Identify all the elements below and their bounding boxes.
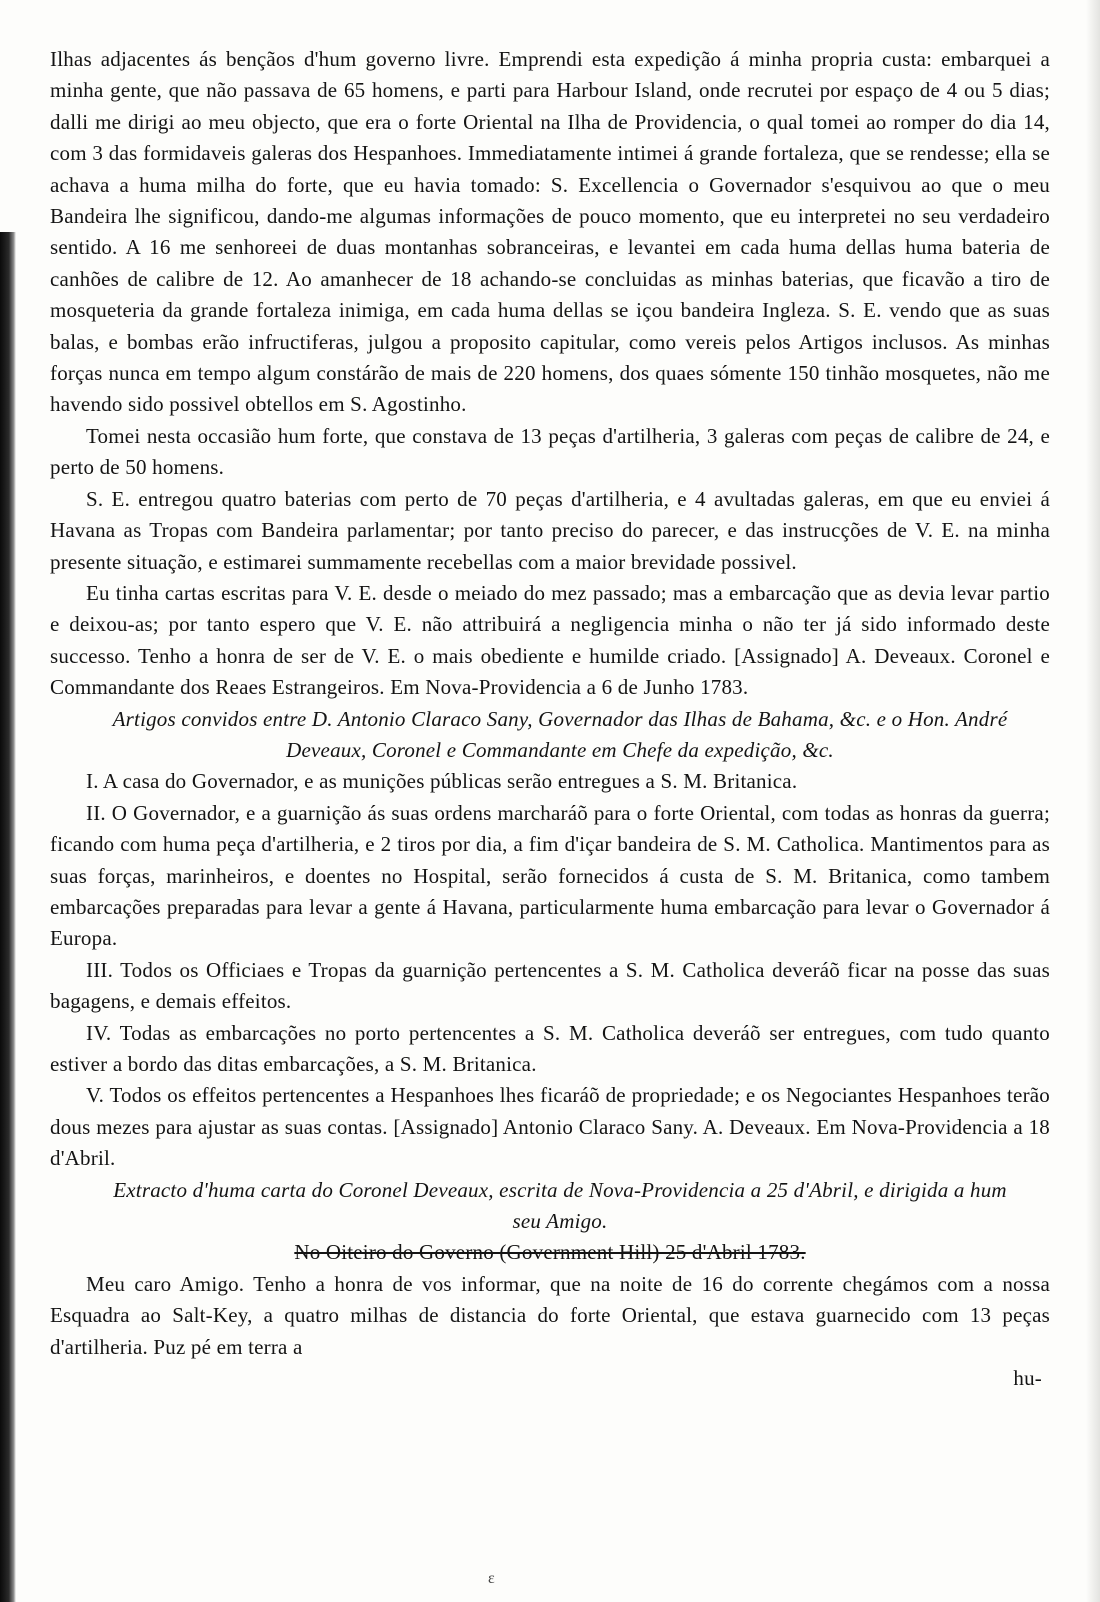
letter-paragraph-2: Tomei nesta occasião hum forte, que constava de 13 peças d'artilheria, 3 galeras com peças de calibre de 24, e perto de 50 homens.	[50, 423, 1050, 480]
scan-edge-shadow	[1086, 0, 1100, 1602]
footer-mark: ε	[488, 1570, 495, 1587]
article-3: III. Todos os Officiaes e Tropas da guarnição pertencentes a S. M. Catholica deveráõ ficar na posse das suas bagagens, e demais effeitos.	[50, 957, 1050, 1014]
articles-heading: Artigos convidos entre D. Antonio Claraco Sany, Governador das Ilhas de Bahama, &c. e o Hon. André Deveaux, Coronel e Commandante em Chefe da expedição, &c.	[112, 706, 1008, 762]
scan-binding-shadow	[0, 232, 16, 1602]
letter-opening: Meu caro Amigo. Tenho a honra de vos informar, que na noite de 16 do corrente chegámos com a nossa Esquadra ao Salt-Key, a quatro milhas de distancia do forte Oriental, que estava guarnecido com 13 peças d'artilheria. Puz pé em terra a	[50, 1271, 1050, 1359]
catchword: hu-	[1013, 1366, 1042, 1391]
document-body	[50, 44, 1050, 1394]
letter-paragraph-3: S. E. entregou quatro baterias com perto de 70 peças d'artilheria, e 4 avultadas galeras, em que eu enviei á Havana as Tropas com Bandeira parlamentar; por tanto preciso do parecer, e das instrucções de V. E. na minha presente situação, e estimarei summamente recebellas com a maior brevidade possivel.	[50, 486, 1050, 574]
article-5: V. Todos os effeitos pertencentes a Hespanhoes lhes ficaráõ de propriedade; e os Negociantes Hespanhoes terão dous mezes para ajustar as suas contas. [Assignado] Antonio Claraco Sany. A. Deveaux. Em Nova-Providencia a 18 d'Abril.	[50, 1083, 1050, 1171]
letter-paragraph-1: Ilhas adjacentes ás bençãos d'hum governo livre. Emprendi esta expedição á minha propria custa: embarquei a minha gente, que não passava de 65 homens, e parti para Harbour Island, onde recrutei por espaço de 4 ou 5 dias; dalli me dirigi ao meu objecto, que era o forte Oriental na Ilha de Providencia, o qual tomei ao romper do dia 14, com 3 das formidaveis galeras dos Hespanhoes. Immediatamente intimei á grande fortaleza, que se rendesse; ella se achava a huma milha do forte, que eu havia tomado: S. Excellencia o Governador s'esquivou ao que o meu Bandeira lhe significou, dando-me algumas informações de pouco momento, que eu interpretei no seu verdadeiro sentido. A 16 me senhoreei de duas montanhas sobranceiras, e levantei em cada huma dellas huma bateria de canhões de calibre de 12. Ao amanhecer de 18 achando-se concluidas as minhas baterias, que ficavão a tiro de mosqueteria da grande fortaleza inimiga, em cada huma dellas se içou bandeira Ingleza. S. E. vendo que as suas balas, e bombas erão infructiferas, julgou a proposito capitular, como vereis pelos Artigos inclusos. As minhas forças nunca em tempo algum constárão de mais de 220 homens, dos quaes sómente 150 tinhão mosquetes, não me havendo sido possivel obtellos em S. Agostinho.	[50, 47, 1050, 417]
article-1: I. A casa do Governador, e as munições públicas serão entregues a S. M. Britanica.	[86, 769, 798, 794]
extract-heading: Extracto d'huma carta do Coronel Deveaux, escrita de Nova-Providencia a 25 d'Abril, e dirigida a hum seu Amigo.	[113, 1177, 1007, 1234]
letter-paragraph-4: Eu tinha cartas escritas para V. E. desde o meiado do mez passado; mas a embarcação que as devia levar partio e deixou-as; por tanto espero que V. E. não attribuirá a negligencia minha o não ter já sido informado deste successo. Tenho a honra de ser de V. E. o mais obediente e humilde criado. [Assignado] A. Deveaux. Coronel e Commandante dos Reaes Estrangeiros. Em Nova-Providencia a 6 de Junho 1783.	[50, 580, 1050, 700]
article-2: II. O Governador, e a guarnição ás suas ordens marcharáõ para o forte Oriental, com todas as honras da guerra; ficando com huma peça d'artilheria, e 2 tiros por dia, a fim d'içar bandeira de S. M. Catholica. Mantimentos para as suas forças, marinheiros, e doentes no Hospital, serão fornecidos á custa de S. M. Britanica, como tambem embarcações preparadas para levar a gente á Havana, particularmente huma embarcação para levar o Governador á Europa.	[50, 800, 1050, 951]
dateline: No Oiteiro do Governo (Government Hill) 25 d'Abril 1783.	[294, 1240, 806, 1265]
article-4: IV. Todas as embarcações no porto pertencentes a S. M. Catholica deveráõ ser entregues, com tudo quanto estiver a bordo das ditas embarcações, a S. M. Britanica.	[50, 1020, 1050, 1076]
